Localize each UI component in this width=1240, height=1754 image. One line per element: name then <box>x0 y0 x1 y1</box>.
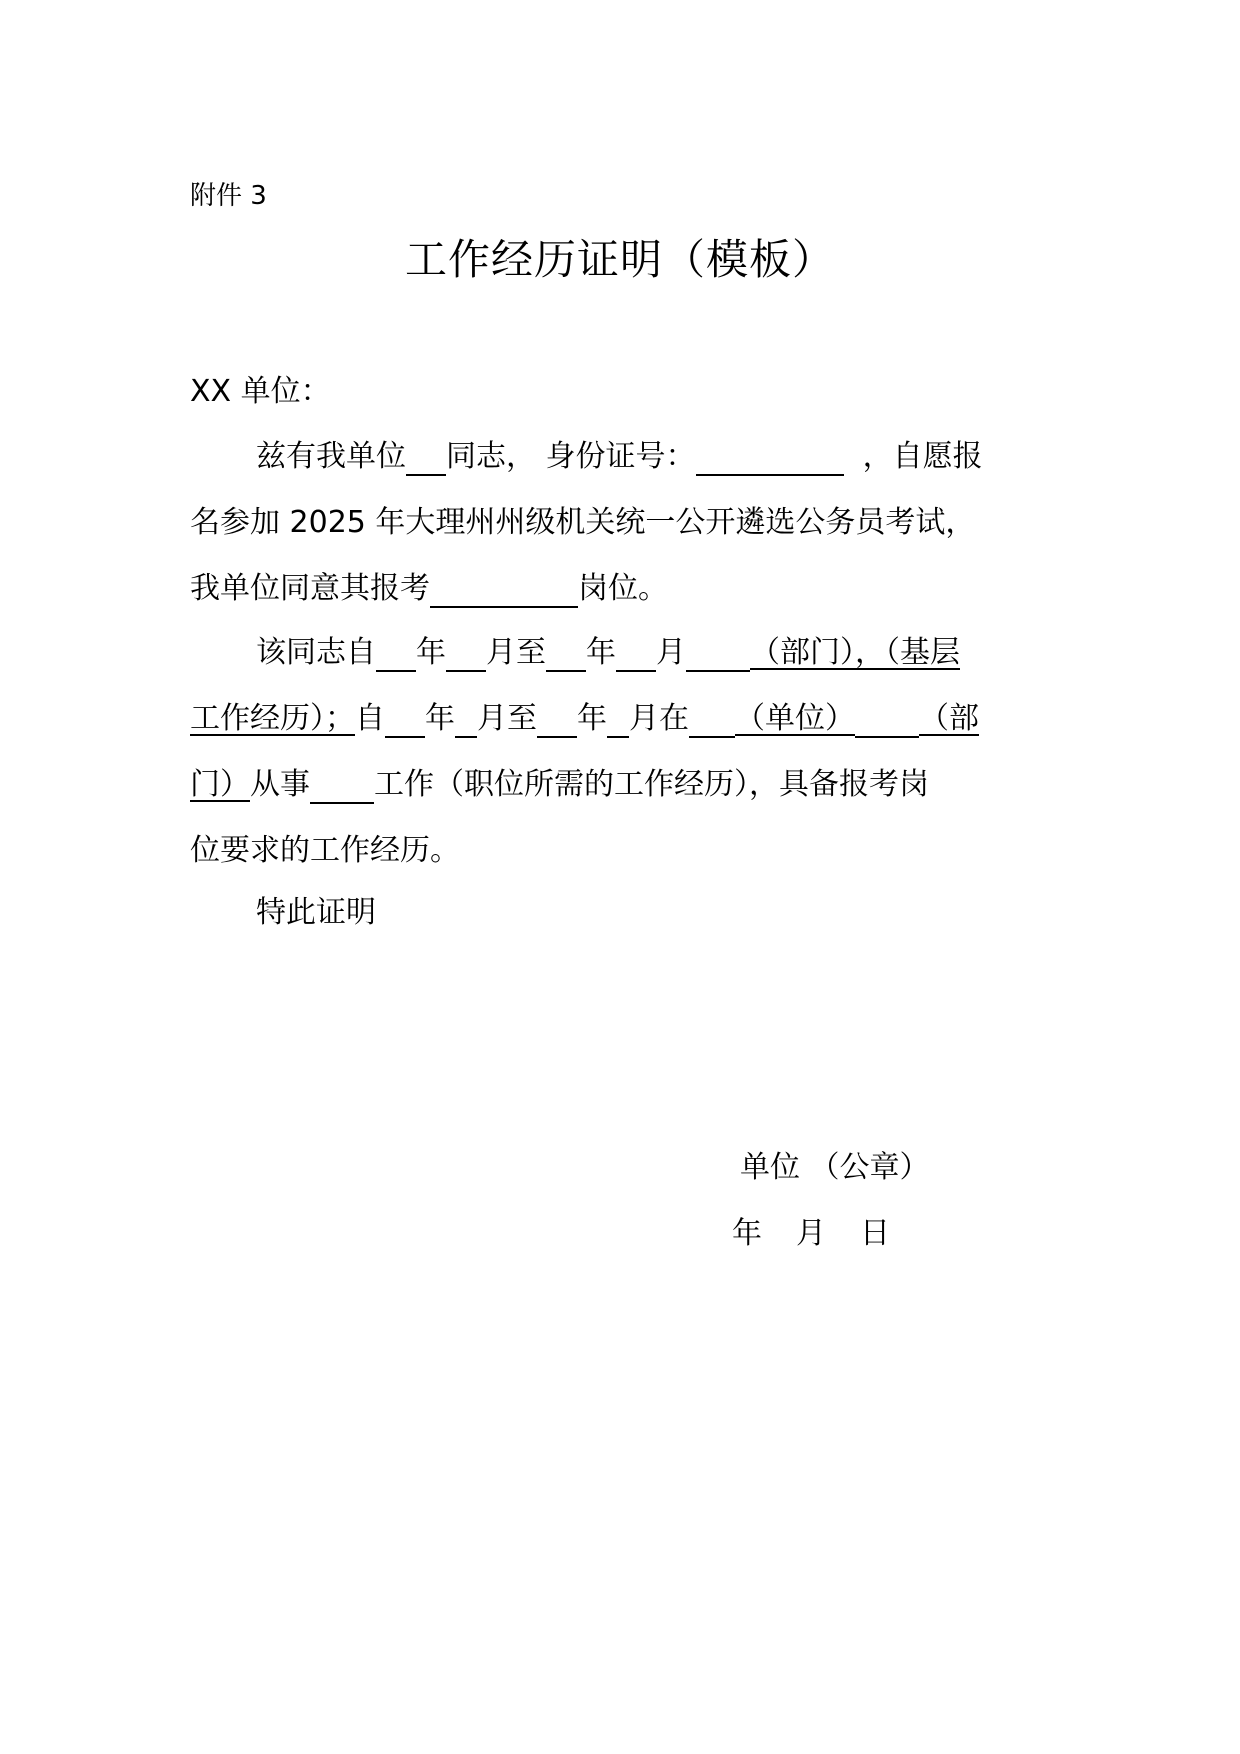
paragraph-line: 特此证明 <box>256 895 376 930</box>
text-segment: 同志， 身份证号： <box>446 439 696 474</box>
text-segment: 该同志自 <box>256 635 376 670</box>
text-segment: 岗位。 <box>578 571 668 606</box>
text-segment: 兹有我单位 <box>256 439 406 474</box>
department-blank <box>686 636 750 672</box>
text-segment: 年 <box>416 635 446 670</box>
paragraph-experience <box>190 620 1060 884</box>
month-blank <box>616 636 656 672</box>
year-blank <box>537 702 577 738</box>
paragraph-line: 名参加 2025 年大理州州级机关统一公开遴选公务员考试， <box>190 505 976 540</box>
department-blank <box>855 702 919 738</box>
paragraph-line: 位要求的工作经历。 <box>190 833 460 868</box>
month-blank <box>446 636 486 672</box>
paragraph-line <box>190 424 1060 490</box>
paragraph-line <box>190 556 1060 622</box>
text-segment: ，自愿报 <box>862 439 983 474</box>
unit-blank <box>689 702 735 738</box>
paragraph-line <box>190 752 1060 818</box>
year-blank <box>376 636 416 672</box>
salutation: XX 单位： <box>190 374 331 409</box>
text-segment: 年 <box>425 701 455 736</box>
department-label: （部门），（基层 <box>750 635 960 670</box>
text-segment: 月在 <box>629 701 689 736</box>
position-blank <box>430 572 578 608</box>
text-segment: 年 <box>577 701 607 736</box>
paragraph-closing <box>190 880 1060 946</box>
document-title: 工作经历证明（模板） <box>404 235 835 284</box>
paragraph-applicant <box>190 424 1060 622</box>
id-number-blank <box>696 440 844 476</box>
text-segment: 从事 <box>250 767 310 802</box>
month-blank <box>607 702 629 738</box>
work-blank <box>310 768 374 804</box>
department-label: 门） <box>190 767 250 802</box>
year-blank <box>546 636 586 672</box>
text-segment: 自 <box>355 701 385 736</box>
month-blank <box>455 702 477 738</box>
paragraph-line <box>190 620 1060 686</box>
text-segment: 月至 <box>477 701 537 736</box>
signature-unit-seal: 单位 （公章） <box>740 1150 930 1185</box>
signature-year: 年 <box>732 1216 762 1251</box>
paragraph-line <box>190 686 1060 752</box>
text-segment: 年 <box>586 635 616 670</box>
attachment-label: 附件 3 <box>190 181 267 211</box>
signature-day: 日 <box>860 1216 890 1251</box>
grassroots-experience-label: 工作经历）； <box>190 701 355 736</box>
year-blank <box>385 702 425 738</box>
text-segment: 工作（职位所需的工作经历），具备报考岗 <box>374 767 929 802</box>
text-segment: 我单位同意其报考 <box>190 571 430 606</box>
unit-label: （单位） <box>735 701 855 736</box>
text-segment: 月至 <box>486 635 546 670</box>
name-blank <box>406 440 446 476</box>
signature-date <box>732 1212 890 1256</box>
signature-month: 月 <box>796 1216 826 1251</box>
text-segment: 月 <box>656 635 686 670</box>
department-label: （部 <box>919 701 979 736</box>
